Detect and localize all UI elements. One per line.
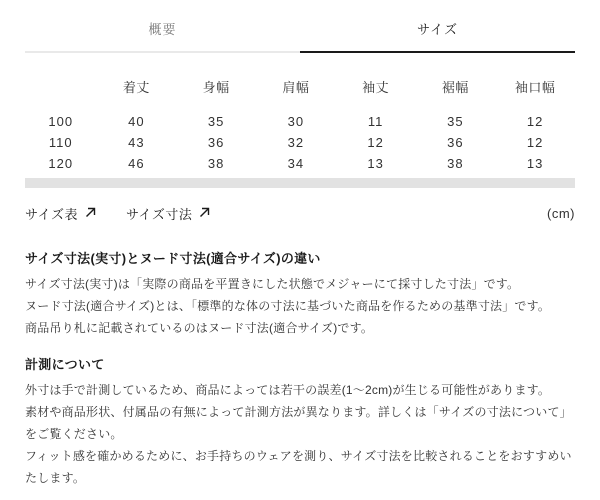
col-header-shoulder-width: 肩幅	[282, 80, 310, 95]
tab-bar	[25, 0, 575, 53]
cell-value: 43	[128, 134, 145, 150]
cell-value: 13	[526, 155, 544, 171]
size-label: 100	[48, 113, 74, 129]
table-row	[25, 132, 575, 153]
cell-value: 38	[207, 155, 225, 171]
section-heading: 計測について	[25, 357, 105, 372]
cell-value: 12	[526, 113, 544, 129]
cell-value: 30	[287, 113, 305, 129]
size-table-header-row	[25, 71, 575, 111]
size-table	[25, 71, 575, 174]
col-header-sleeve-length: 袖丈	[362, 80, 390, 95]
col-header-body-width: 身幅	[202, 80, 230, 95]
table-row	[25, 111, 575, 132]
size-chart-link[interactable]	[25, 204, 96, 223]
section-measurement-notes	[25, 355, 575, 489]
col-header-cuff-width: 袖口幅	[514, 80, 556, 95]
section-heading: サイズ寸法(実寸)とヌード寸法(適合サイズ)の違い	[25, 251, 321, 266]
section-paragraph: フィット感を確かめるために、お手持ちのウェアを測り、サイズ寸法を比較されることをおすすめいたします。	[25, 449, 572, 485]
size-label: 110	[48, 134, 73, 150]
cell-value: 34	[287, 155, 305, 171]
table-horizontal-scrollbar[interactable]	[25, 178, 575, 188]
links-row	[25, 204, 575, 223]
cell-value: 38	[447, 155, 464, 171]
external-link-arrow-icon	[85, 206, 96, 221]
cell-value: 12	[526, 134, 544, 150]
external-link-arrow-icon	[199, 206, 210, 221]
cell-value: 13	[367, 155, 384, 171]
size-measurement-link-label: サイズ寸法	[125, 207, 193, 222]
size-table-corner-cell	[25, 71, 97, 111]
cell-value: 32	[287, 134, 305, 150]
tab-overview[interactable]: 概要	[25, 0, 300, 53]
cell-value: 12	[367, 134, 384, 150]
section-paragraph: ヌード寸法(適合サイズ)とは、「標準的な体の寸法に基づいた商品を作るための基準寸法」です。	[25, 299, 551, 313]
size-measurement-link[interactable]	[126, 204, 210, 223]
size-chart-link-label: サイズ表	[25, 207, 78, 222]
section-paragraph: 素材や商品形状、付属品の有無によって計測方法が異なります。詳しくは「サイズの寸法について」をご覧ください。	[25, 405, 572, 441]
cell-value: 46	[128, 155, 145, 171]
col-header-hem-width: 裾幅	[441, 80, 469, 95]
cell-value: 40	[128, 113, 145, 129]
cell-value: 36	[207, 134, 225, 150]
cell-value: 11	[367, 113, 384, 129]
table-row	[25, 153, 575, 174]
cell-value: 35	[207, 113, 225, 129]
cell-value: 36	[447, 134, 464, 150]
cell-value: 35	[447, 113, 464, 129]
unit-label: (cm)	[547, 206, 575, 221]
tab-size[interactable]: サイズ	[300, 0, 575, 53]
size-label: 120	[48, 155, 74, 171]
col-header-body-length: 着丈	[122, 80, 150, 95]
section-paragraph: 外寸は手で計測しているため、商品によっては若干の誤差(1〜2cm)が生じる可能性があります。	[25, 383, 551, 397]
section-size-vs-nude	[25, 249, 575, 339]
section-paragraph: 商品吊り札に記載されているのはヌード寸法(適合サイズ)です。	[25, 321, 374, 335]
section-paragraph: サイズ寸法(実寸)は「実際の商品を平置きにした状態でメジャーにて採寸した寸法」です。	[25, 277, 520, 291]
